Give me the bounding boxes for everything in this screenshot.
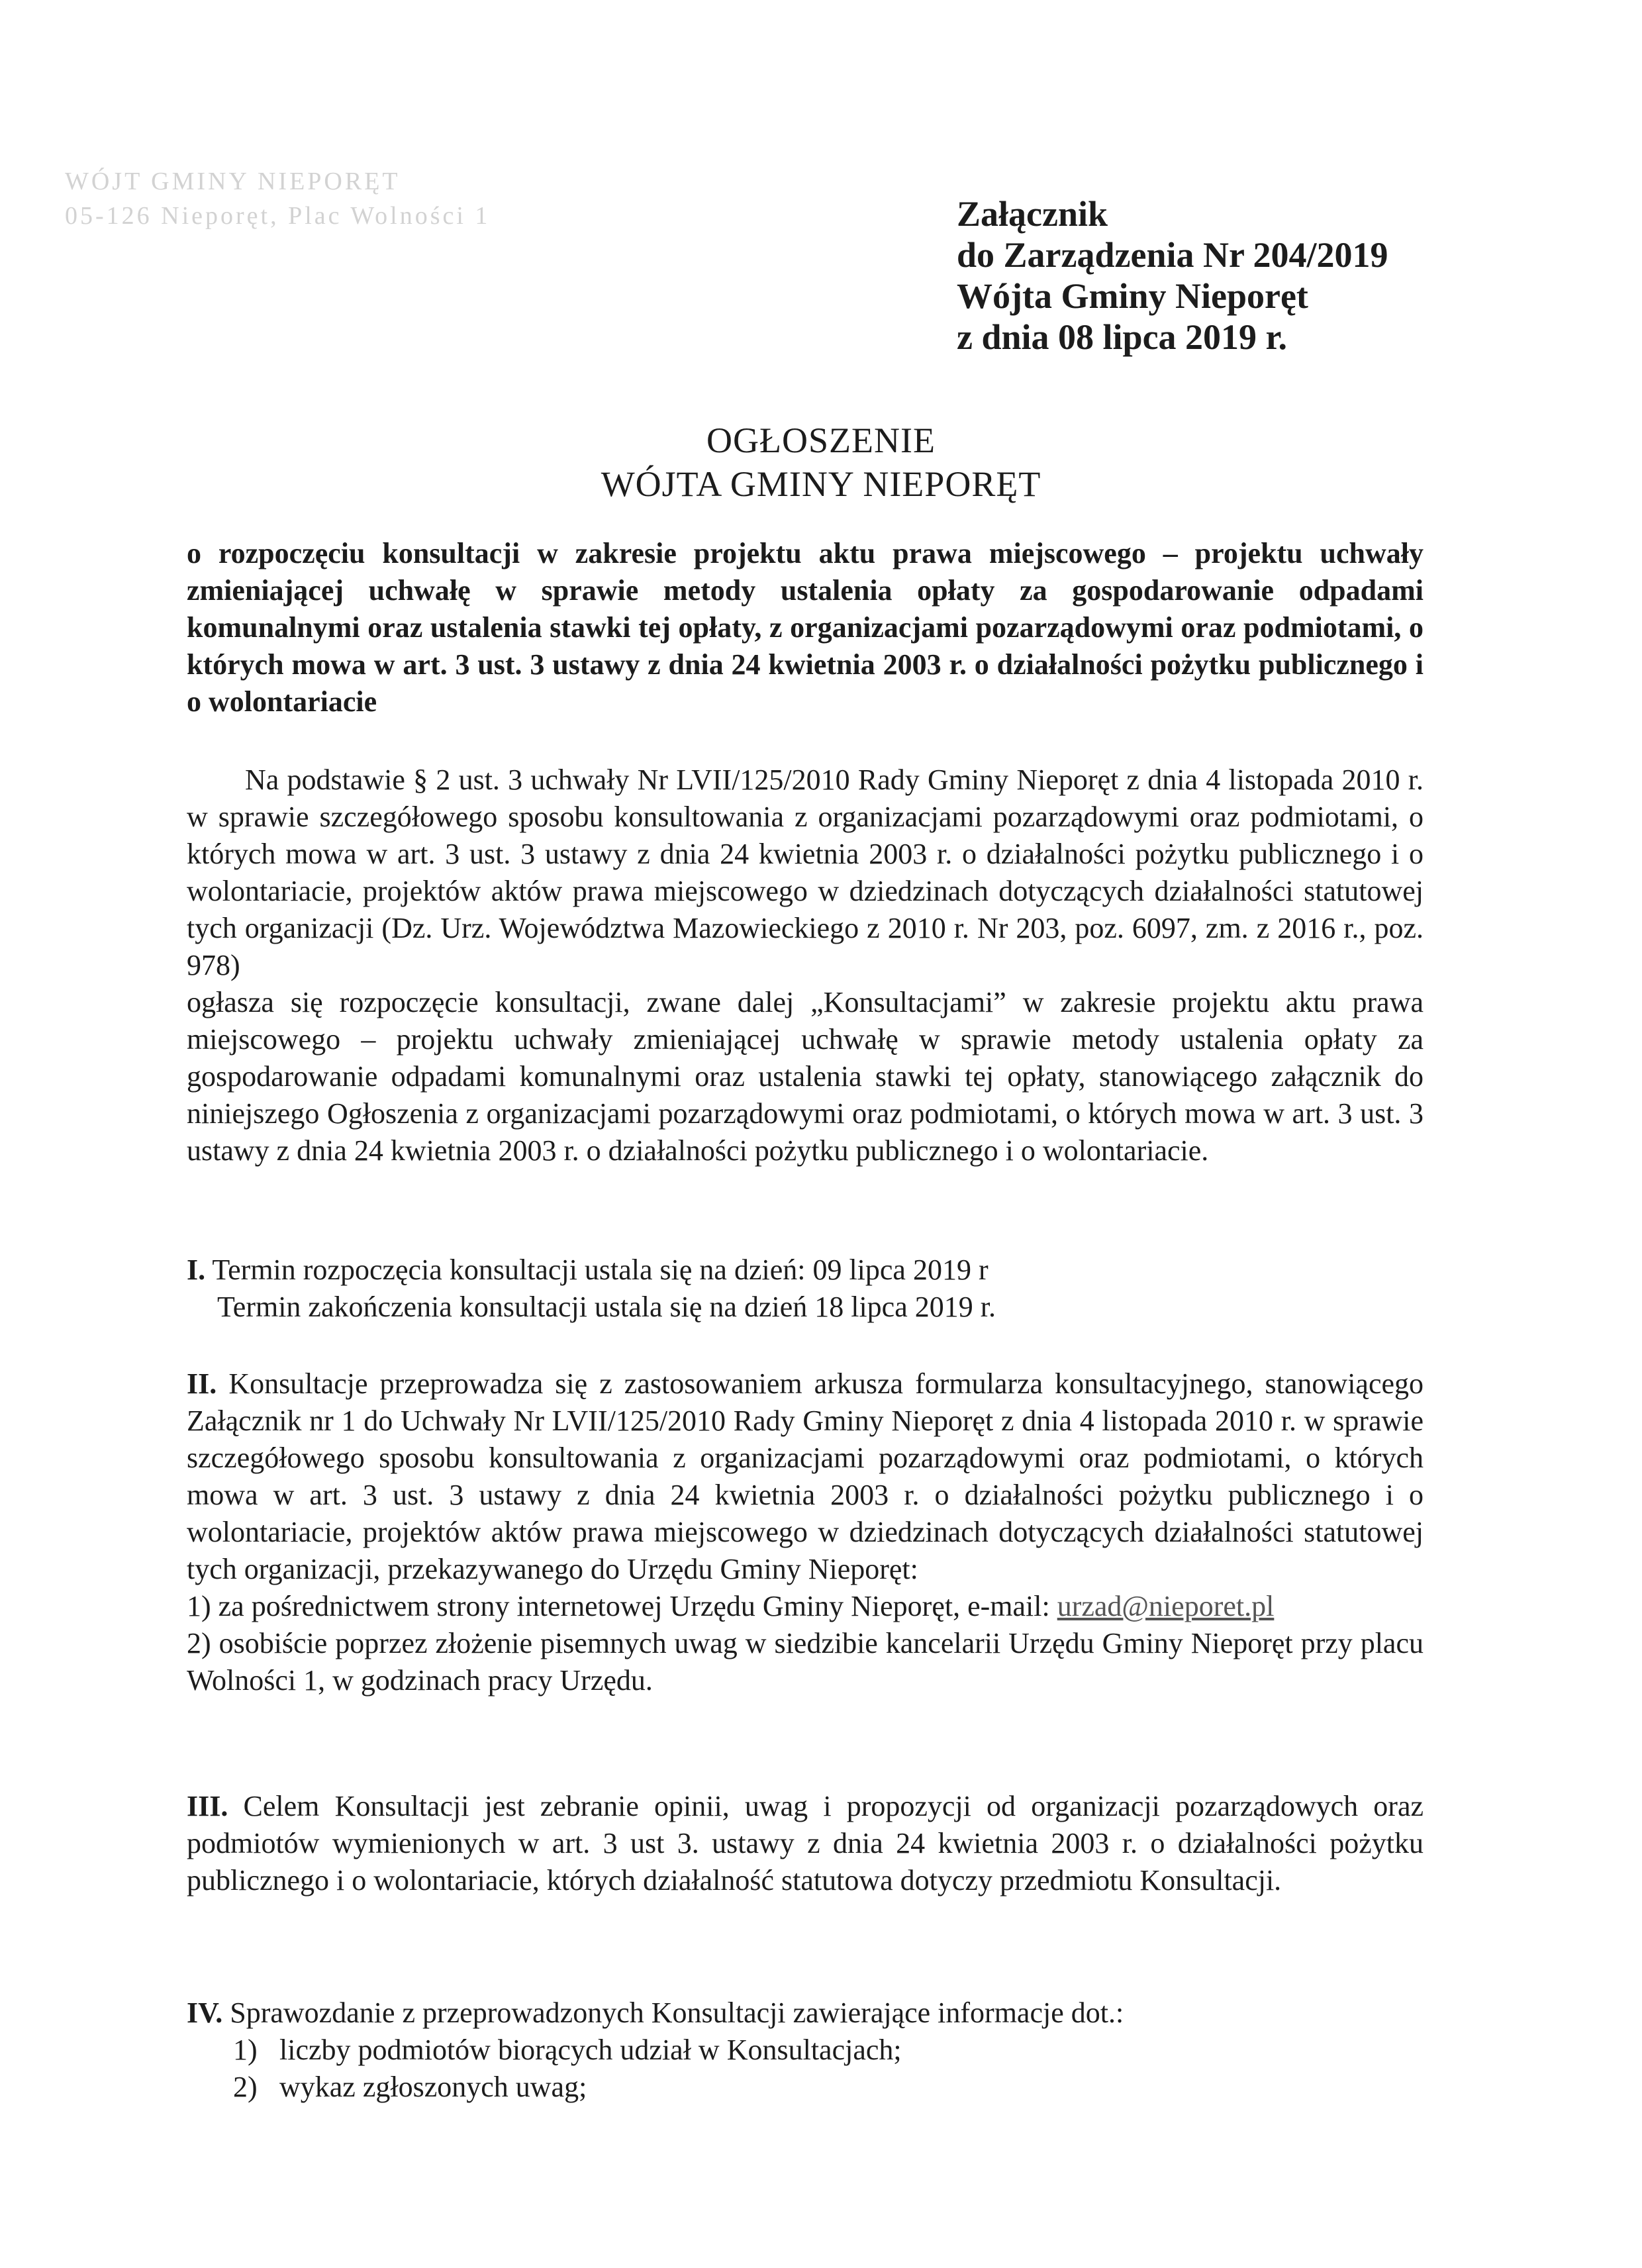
section-1 <box>187 1252 1424 1326</box>
section-2-numeral: II. <box>187 1367 217 1400</box>
announcement-paragraph: ogłasza się rozpoczęcie konsultacji, zwane dalej „Konsultacjami” w zakresie projektu aktu prawa miejscowego – projektu uchwały zmieniającej uchwałę w sprawie metody ustalenia opłaty za gospodarowanie odpadami komunalnymi oraz ustalenia stawki tej opłaty, stanowiącego załącznik do niniejszego Ogłoszenia z organizacjami pozarządowymi oraz podmiotami, o których mowa w art. 3 ust. 3 ustawy z dnia 24 kwietnia 2003 r. o działalności pożytku publicznego i o wolontariacie. <box>187 986 1424 1167</box>
section-4-item-1-number: 1) <box>233 2034 258 2066</box>
attachment-header <box>957 193 1388 358</box>
section-4-item-2-number: 2) <box>233 2071 258 2103</box>
document-subject: o rozpoczęciu konsultacji w zakresie projektu aktu prawa miejscowego – projektu uchwały zmieniającej uchwałę w sprawie metody ustalenia opłaty za gospodarowanie odpadami komunalnymi oraz ustalenia stawki tej opłaty, z organizacjami pozarządowymi oraz podmiotami, o których mowa w art. 3 ust. 3 ustawy z dnia 24 kwietnia 2003 r. o działalności pożytku publicznego i o wolontariacie <box>187 537 1424 718</box>
section-3-text: Celem Konsultacji jest zebranie opinii, uwag i propozycji od organizacji pozarządowych oraz podmiotów wymienionych w art. 3 ust 3. ustawy z dnia 24 kwietnia 2003 r. o działalności pożytku publicznego i o wolontariacie, których działalność statutowa dotyczy przedmiotu Konsultacji. <box>187 1790 1424 1897</box>
document-title <box>0 419 1642 506</box>
section-4 <box>187 1995 1424 2106</box>
section-4-item-1 <box>187 2032 1424 2069</box>
stamp-line-2: 05-126 Nieporęt, Plac Wolności 1 <box>65 202 491 230</box>
section-4-paragraph <box>187 1995 1424 2032</box>
attachment-line-2: do Zarządzenia Nr 204/2019 <box>957 235 1388 275</box>
section-2-paragraph <box>187 1365 1424 1588</box>
section-4-numeral: IV. <box>187 1997 223 2029</box>
section-2-item-1 <box>187 1588 1424 1625</box>
section-4-item-1-text: liczby podmiotów biorących udział w Konsultacjach; <box>279 2034 902 2066</box>
title-line-2: WÓJTA GMINY NIEPORĘT <box>601 464 1041 504</box>
section-3 <box>187 1788 1424 1899</box>
office-stamp <box>65 164 490 233</box>
section-4-item-2-text: wykaz zgłoszonych uwag; <box>279 2071 587 2103</box>
section-1-line-1 <box>187 1252 1424 1289</box>
section-4-text: Sprawozdanie z przeprowadzonych Konsultacji zawierające informacje dot.: <box>230 1997 1124 2029</box>
section-4-item-2 <box>187 2069 1424 2106</box>
email-link[interactable]: urzad@nieporet.pl <box>1057 1590 1275 1622</box>
attachment-line-3: Wójta Gminy Nieporęt <box>957 276 1308 316</box>
stamp-line-1: WÓJT GMINY NIEPORĘT <box>65 168 401 195</box>
section-1-numeral: I. <box>187 1254 206 1286</box>
attachment-line-4: z dnia 08 lipca 2019 r. <box>957 317 1288 357</box>
section-3-numeral: III. <box>187 1790 228 1822</box>
attachment-line-1: Załącznik <box>957 194 1108 234</box>
section-2-item-1-text: 1) za pośrednictwem strony internetowej Urzędu Gminy Nieporęt, e-mail: <box>187 1590 1057 1622</box>
section-1-end-date: Termin zakończenia konsultacji ustala się na dzień 18 lipca 2019 r. <box>217 1291 996 1323</box>
intro-block <box>187 762 1424 1169</box>
section-2-item-2: 2) osobiście poprzez złożenie pisemnych uwag w siedzibie kancelarii Urzędu Gminy Nieporęt przy placu Wolności 1, w godzinach pracy Urzędu. <box>187 1627 1424 1697</box>
section-1-start-date: Termin rozpoczęcia konsultacji ustala się na dzień: 09 lipca 2019 r <box>212 1254 989 1286</box>
section-2 <box>187 1365 1424 1699</box>
legal-basis-paragraph: Na podstawie § 2 ust. 3 uchwały Nr LVII/125/2010 Rady Gminy Nieporęt z dnia 4 listopada 2010 r. w sprawie szczegółowego sposobu konsultowania z organizacjami pozarządowymi oraz podmiotami, o których mowa w art. 3 ust. 3 ustawy z dnia 24 kwietnia 2003 r. o działalności pożytku publicznego i o wolontariacie, projektów aktów prawa miejscowego w dziedzinach dotyczących działalności statutowej tych organizacji (Dz. Urz. Województwa Mazowieckiego z 2010 r. Nr 203, poz. 6097, zm. z 2016 r., poz. 978) <box>187 764 1424 981</box>
title-line-1: OGŁOSZENIE <box>706 420 936 460</box>
section-2-text: Konsultacje przeprowadza się z zastosowaniem arkusza formularza konsultacyjnego, stanowiącego Załącznik nr 1 do Uchwały Nr LVII/125/2010 Rady Gminy Nieporęt z dnia 4 listopada 2010 r. w sprawie szczegółowego sposobu konsultowania z organizacjami pozarządowymi oraz podmiotami, o których mowa w art. 3 ust. 3 ustawy z dnia 24 kwietnia 2003 r. o działalności pożytku publicznego i o wolontariacie, projektów aktów prawa miejscowego w dziedzinach dotyczących działalności statutowej tych organizacji, przekazywanego do Urzędu Gminy Nieporęt: <box>187 1367 1424 1585</box>
section-3-paragraph <box>187 1788 1424 1899</box>
